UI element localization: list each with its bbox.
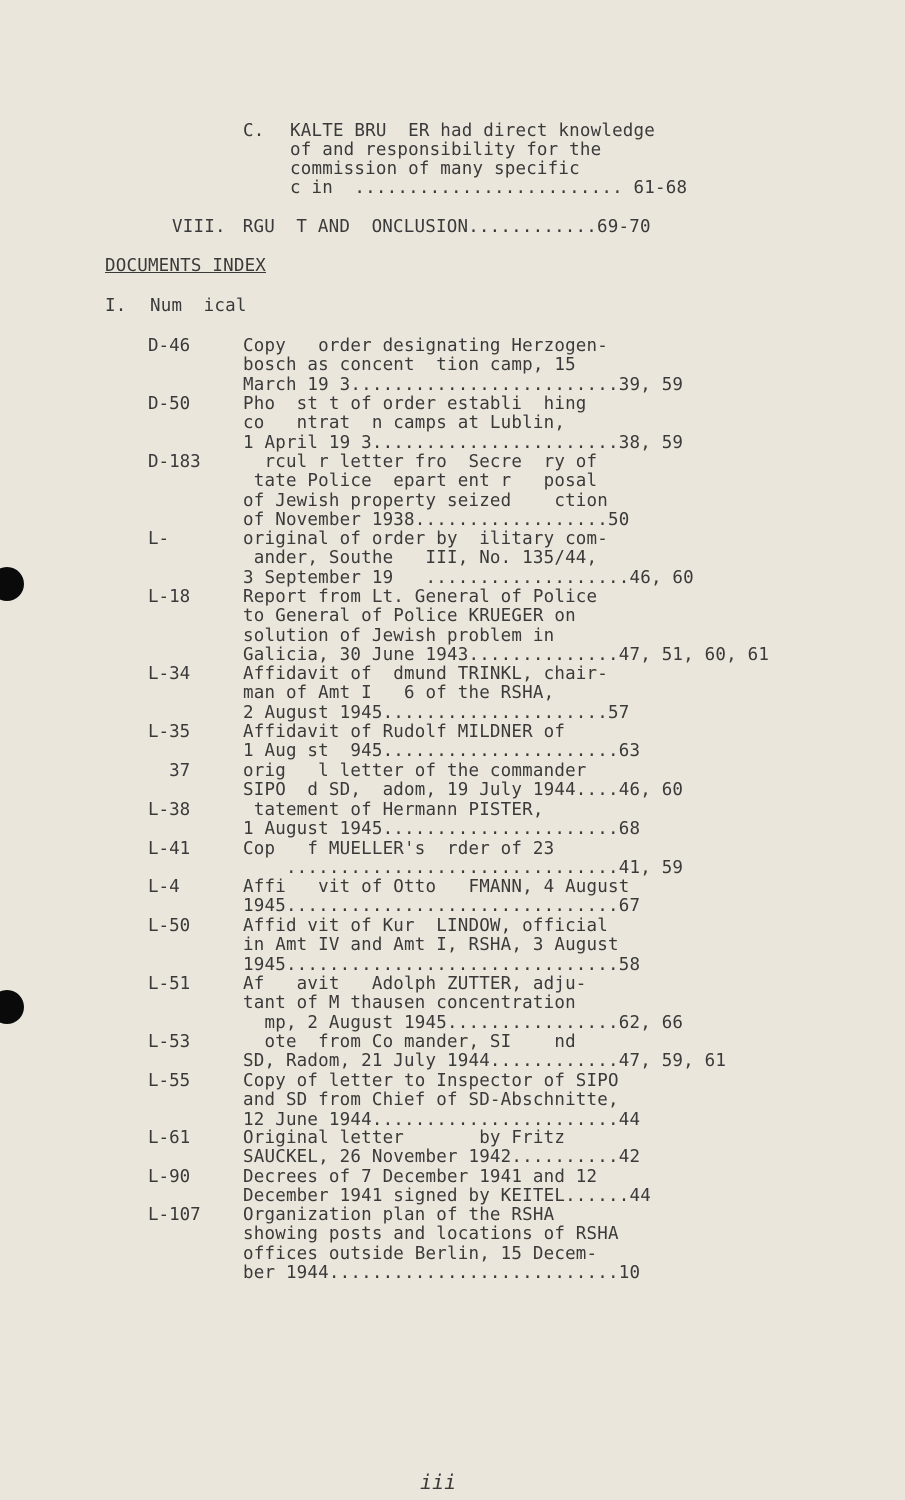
entry-line: December 1941 signed by KEITEL......44 — [243, 1186, 651, 1207]
entry-line: Organization plan of the RSHA — [243, 1205, 555, 1225]
entry-line: of November 1938..................50 — [243, 510, 630, 531]
entry-line: tatement of Hermann PISTER, — [243, 800, 544, 820]
entry-line: ber 1944...........................10 — [243, 1263, 641, 1284]
numerical-label: Num ical — [150, 296, 247, 316]
entry-line: offices outside Berlin, 15 Decem- — [243, 1243, 598, 1264]
entry-line: Pho st t of order establi hing — [243, 394, 587, 414]
entry-line: Affid vit of Kur LINDOW, official — [243, 916, 609, 936]
entry-line: solution of Jewish problem in — [243, 625, 555, 646]
section-c-line: of and responsibility for the — [290, 140, 602, 160]
entry-line: rcul r letter fro Secre ry of — [243, 452, 598, 472]
document-code: L-18 — [148, 587, 191, 607]
entry-line: March 19 3.........................39, 59 — [243, 374, 684, 395]
document-code: D-46 — [148, 336, 191, 356]
entry-line: 1945...............................58 — [243, 954, 641, 975]
document-code: L-90 — [148, 1167, 191, 1187]
entry-line: Copy order designating Herzogen- — [243, 336, 609, 356]
section-c-line: commission of many specific — [290, 159, 580, 179]
entry-line: Report from Lt. General of Police — [243, 587, 598, 607]
document-code: L-53 — [148, 1032, 191, 1052]
entry-line: Affidavit of dmund TRINKL, chair- — [243, 664, 609, 684]
document-code: L-4 — [148, 877, 191, 897]
entry-line: SD, Radom, 21 July 1944............47, 59, 61 — [243, 1051, 727, 1072]
entry-line: showing posts and locations of RSHA — [243, 1224, 619, 1245]
entry-line: 1 April 19 3.......................38, 59 — [243, 432, 684, 453]
document-code: L-38 — [148, 800, 191, 820]
entry-line: original of order by ilitary com- — [243, 529, 609, 549]
entry-line: bosch as concent tion camp, 15 — [243, 355, 576, 376]
document-code: L-41 — [148, 839, 191, 859]
punch-hole-upper — [0, 567, 24, 601]
entry-line: Decrees of 7 December 1941 and 12 — [243, 1167, 598, 1187]
document-code: L- — [148, 529, 191, 549]
document-code: L-51 — [148, 974, 191, 994]
entry-line: tant of M thausen concentration — [243, 993, 576, 1014]
documents-index-title: DOCUMENTS INDEX — [105, 256, 267, 276]
entry-line: Copy of letter to Inspector of SIPO — [243, 1071, 619, 1091]
entry-line: mp, 2 August 1945................62, 66 — [243, 1012, 684, 1033]
entry-line: tate Police epart ent r posal — [243, 471, 598, 492]
document-code: L-107 — [148, 1205, 201, 1225]
entry-line: Affi vit of Otto FMANN, 4 August — [243, 877, 630, 897]
entry-line: 12 June 1944.......................44 — [243, 1109, 641, 1130]
entry-line: co ntrat n camps at Lublin, — [243, 413, 566, 434]
section-viii-numeral: VIII. — [172, 217, 226, 237]
entry-line: Cop f MUELLER's rder of 23 — [243, 839, 555, 859]
document-code: 37 — [148, 761, 191, 781]
section-viii-title: RGU T AND ONCLUSION............69-70 — [232, 217, 651, 237]
section-c-line: KALTE BRU ER had direct knowledge — [290, 121, 656, 141]
entry-line: 1945...............................67 — [243, 896, 641, 917]
entry-line: 1 August 1945......................68 — [243, 819, 641, 840]
entry-line: to General of Police KRUEGER on — [243, 606, 576, 627]
numerical-numeral: I. — [105, 296, 127, 316]
entry-line: ...............................41, 59 — [243, 858, 684, 879]
document-code: L-35 — [148, 722, 191, 742]
section-c-line: c in ......................... 61-68 — [290, 178, 688, 198]
document-code: L-50 — [148, 916, 191, 936]
entry-line: 1 Aug st 945......................63 — [243, 741, 641, 762]
entry-line: of Jewish property seized ction — [243, 490, 609, 511]
entry-line: SAUCKEL, 26 November 1942..........42 — [243, 1147, 641, 1168]
page-number-mark: iii — [420, 1470, 457, 1494]
entry-line: orig l letter of the commander — [243, 761, 587, 781]
document-code: L-55 — [148, 1071, 191, 1091]
entry-line: 2 August 1945.....................57 — [243, 702, 630, 723]
entry-line: ander, Southe III, No. 135/44, — [243, 548, 598, 569]
entry-line: Original letter by Fritz — [243, 1128, 566, 1148]
document-code: L-34 — [148, 664, 191, 684]
entry-line: Affidavit of Rudolf MILDNER of — [243, 722, 566, 742]
entry-line: ote from Co mander, SI nd — [243, 1032, 576, 1052]
document-code: L-61 — [148, 1128, 191, 1148]
entry-line: Galicia, 30 June 1943..............47, 51, 60, 61 — [243, 645, 770, 666]
entry-line: 3 September 19 ...................46, 60 — [243, 567, 694, 588]
document-code: D-50 — [148, 394, 191, 414]
section-c-label: C. — [243, 121, 265, 141]
entry-line: and SD from Chief of SD-Abschnitte, — [243, 1090, 619, 1111]
document-code: D-183 — [148, 452, 201, 472]
entry-line: SIPO d SD, adom, 19 July 1944....46, 60 — [243, 780, 684, 801]
entry-line: man of Amt I 6 of the RSHA, — [243, 683, 555, 704]
punch-hole-lower — [0, 990, 24, 1024]
entry-line: Af avit Adolph ZUTTER, adju- — [243, 974, 587, 994]
entry-line: in Amt IV and Amt I, RSHA, 3 August — [243, 935, 619, 956]
